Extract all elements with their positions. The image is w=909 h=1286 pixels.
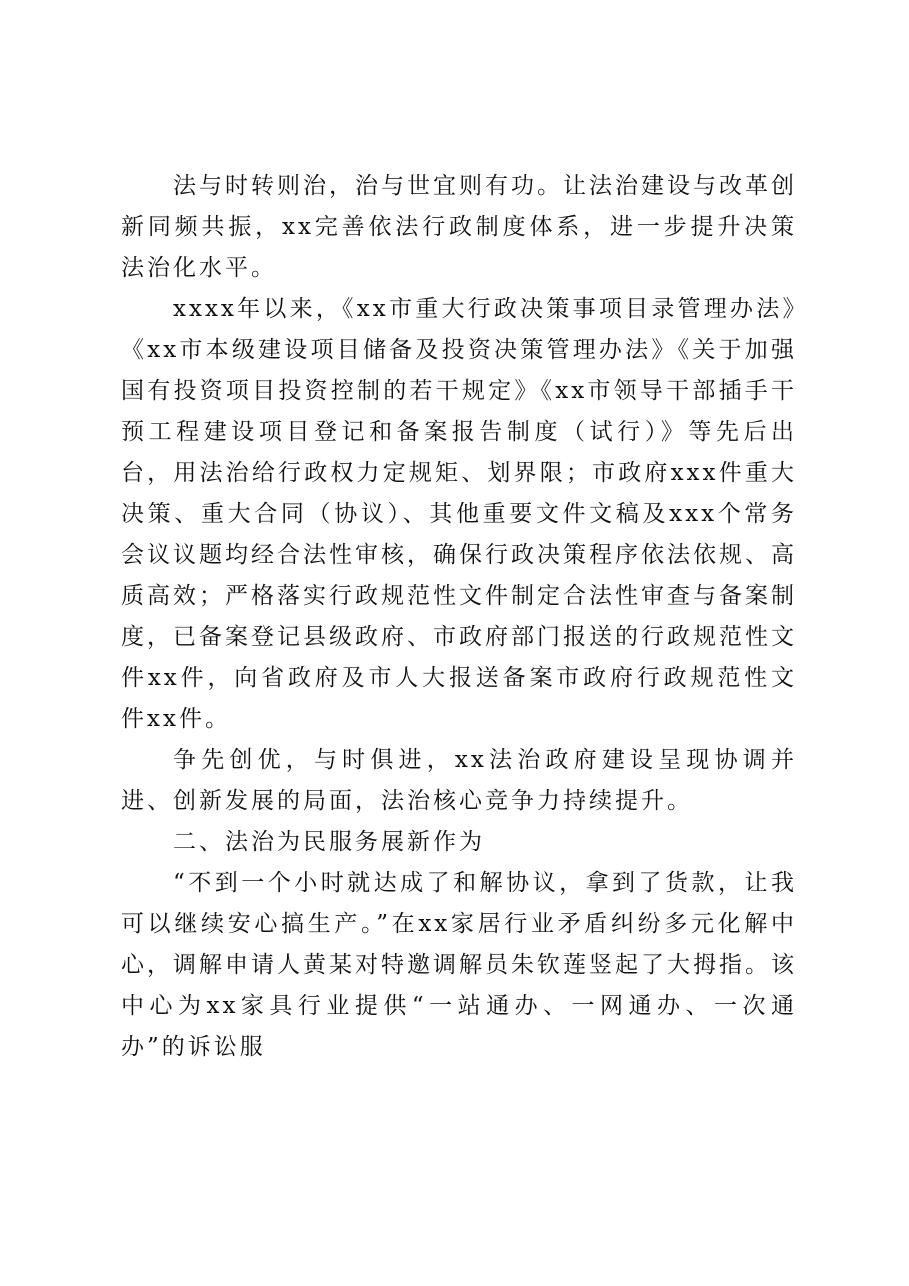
document-body [121,166,797,1068]
paragraph-regulations: xxxx年以来，《xx市重大行政决策事项目录管理办法》《xx市本级建设项目储备及投资决策管理办法》《关于加强国有投资项目投资控制的若干规定》《xx市领导干部插手干预工程建设项目登记和备案报告制度（试行）》等先后出台，用法治给行政权力定规矩、划界限；市政府xxx件重大决策、重大合同（协议）、其他重要文件文稿及xxx个常务会议议题均经合法性审核，确保行政决策程序依法依规、高质高效；严格落实行政规范性文件制定合法性审查与备案制度，已备案登记县级政府、市政府部门报送的行政规范性文件xx件，向省政府及市人大报送备案市政府行政规范性文件xx件。 [121,296,797,732]
paragraph-rule-of-law-intro: 法与时转则治，治与世宜则有功。让法治建设与改革创新同频共振，xx完善依法行政制度体系，进一步提升决策法治化水平。 [121,173,797,281]
section-heading: 二、法治为民服务展新作为 [173,829,485,855]
paragraph-mediation-center: “不到一个小时就达成了和解协议，拿到了货款，让我可以继续安心搞生产。”在xx家居行业矛盾纠纷多元化解中心，调解申请人黄某对特邀调解员朱钦莲竖起了大拇指。该中心为xx家具行业提供“一站通办、一网通办、一次通办”的诉讼服 [121,870,797,1060]
paragraph-competitiveness: 争先创优，与时俱进，xx法治政府建设呈现协调并进、创新发展的局面，法治核心竞争力持续提升。 [121,747,797,814]
